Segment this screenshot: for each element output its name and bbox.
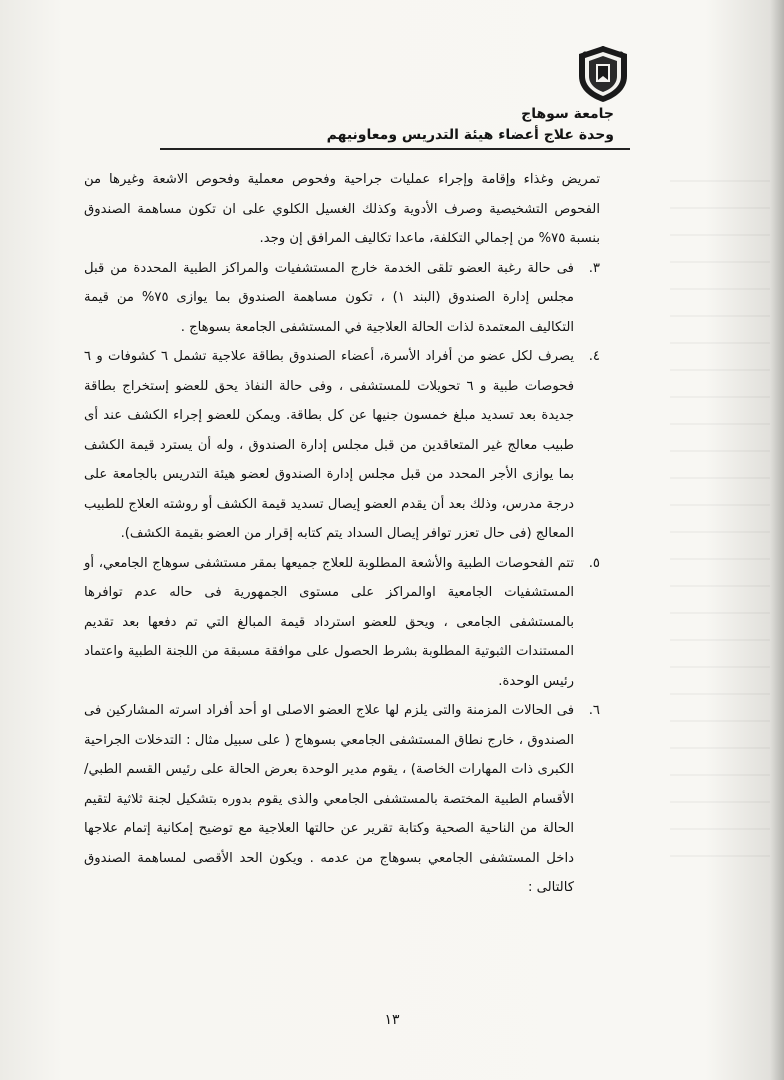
item-text: فى حالة رغبة العضو تلقى الخدمة خارج المستشفيات والمراكز الطبية المحددة من قبل مجلس إدارة الصندوق (البند ١) ، تكون مساهمة الصندوق بما يوازى ٧٥% من قيمة التكاليف المعتمدة لذات الحالة العلاجية في المستشفى الجامعة بسوهاج . <box>84 260 574 335</box>
list-item-5 <box>84 549 600 697</box>
list-item-4 <box>84 342 600 549</box>
item-text: تتم الفحوصات الطبية والأشعة المطلوبة للعلاج جميعها بمقر مستشفى سوهاج الجامعي، أو المستشفيات الجامعية اوالمراكز على مستوى الجمهورية فى حاله عدم توافرها بالمستشفى الجامعى ، ويحق للعضو استرداد قيمة المبالغ التي تم دفعها بعد تقديم المستندات الثبوتية المطلوبة بشرط الحصول على موافقة مسبقة من اللجنة الطبية واعتماد رئيس الوحدة. <box>84 555 574 689</box>
item-number: ٦. <box>588 703 600 718</box>
unit-name: وحدة علاج أعضاء هيئة التدريس ومعاونيهم <box>326 127 614 143</box>
list-item-6 <box>84 696 600 903</box>
list-item-3 <box>84 254 600 343</box>
document-header <box>294 104 614 146</box>
item-number: ٥. <box>588 555 600 571</box>
item-number: ٤. <box>588 349 600 364</box>
page-number: ١٣ <box>384 1012 400 1028</box>
university-name: جامعة سوهاج <box>521 106 614 122</box>
item-number: ٣. <box>588 260 600 276</box>
document-body <box>84 165 600 903</box>
item-text: فى الحالات المزمنة والتى يلزم لها علاج العضو الاصلى او أحد أفراد اسرته المشاركين فى الصندوق ، خارج نطاق المستشفى الجامعي بسوهاج ( على سبيل مثال : التدخلات الجراحية الكبرى ذات المهارات الخاصة) ، يقوم مدير الوحدة بعرض الحالة على رئيس القسم الطبي/ الأقسام الطبية المختصة بالمستشفى الجامعي والذى يقوم بدوره بتشكيل لجنة ثلاثية لتقيم الحالة من الناحية الصحية وكتابة تقرير عن حالتها العلاجية مع توضيح إمكانية إتمام علاجها داخل المستشفى الجامعي بسوهاج من عدمه . ويكون الحد الأقصى لمساهمة الصندوق كالتالى : <box>84 703 574 895</box>
university-logo-icon <box>577 44 629 104</box>
header-divider <box>160 148 630 150</box>
bleed-through-shadow <box>670 180 770 880</box>
item-text: يصرف لكل عضو من أفراد الأسرة، أعضاء الصندوق بطاقة علاجية تشمل ٦ كشوفات و ٦ فحوصات طبية و ٦ تحويلات للمستشفى ، وفى حالة النفاذ يحق للعضو إستخراج بطاقة جديدة بعد تسديد مبلغ خمسون جنيها عن كل بطاقة. ويمكن للعضو إجراء الكشف عند أى طبيب معالج غير المتعاقدين من قبل مجلس إدارة الصندوق ، وله أن يسترد قيمة الكشف بما يوازى الأجر المحدد من قبل مجلس إدارة الصندوق لعضو هيئة التدريس بالجامعة على درجة مدرس، وذلك بعد أن يقدم العضو إيصال تسديد قيمة الكشف أو روشته العلاج للطبيب المعالج (فى حال تعزر توافر إيصال السداد يتم كتابه إقرار من العضو بقيمة الكشف). <box>84 349 574 541</box>
page-edge-shadow <box>770 0 784 1080</box>
intro-paragraph: تمريض وغذاء وإقامة وإجراء عمليات جراحية وفحوص معملية وفحوص الاشعة وغيرها من الفحوص التشخيصية وصرف الأدوية وكذلك الغسيل الكلوي على ان تكون مساهمة الصندوق بنسبة ٧٥% من إجمالي التكلفة، ماعدا تكاليف المرافق إن وجد. <box>84 172 600 246</box>
